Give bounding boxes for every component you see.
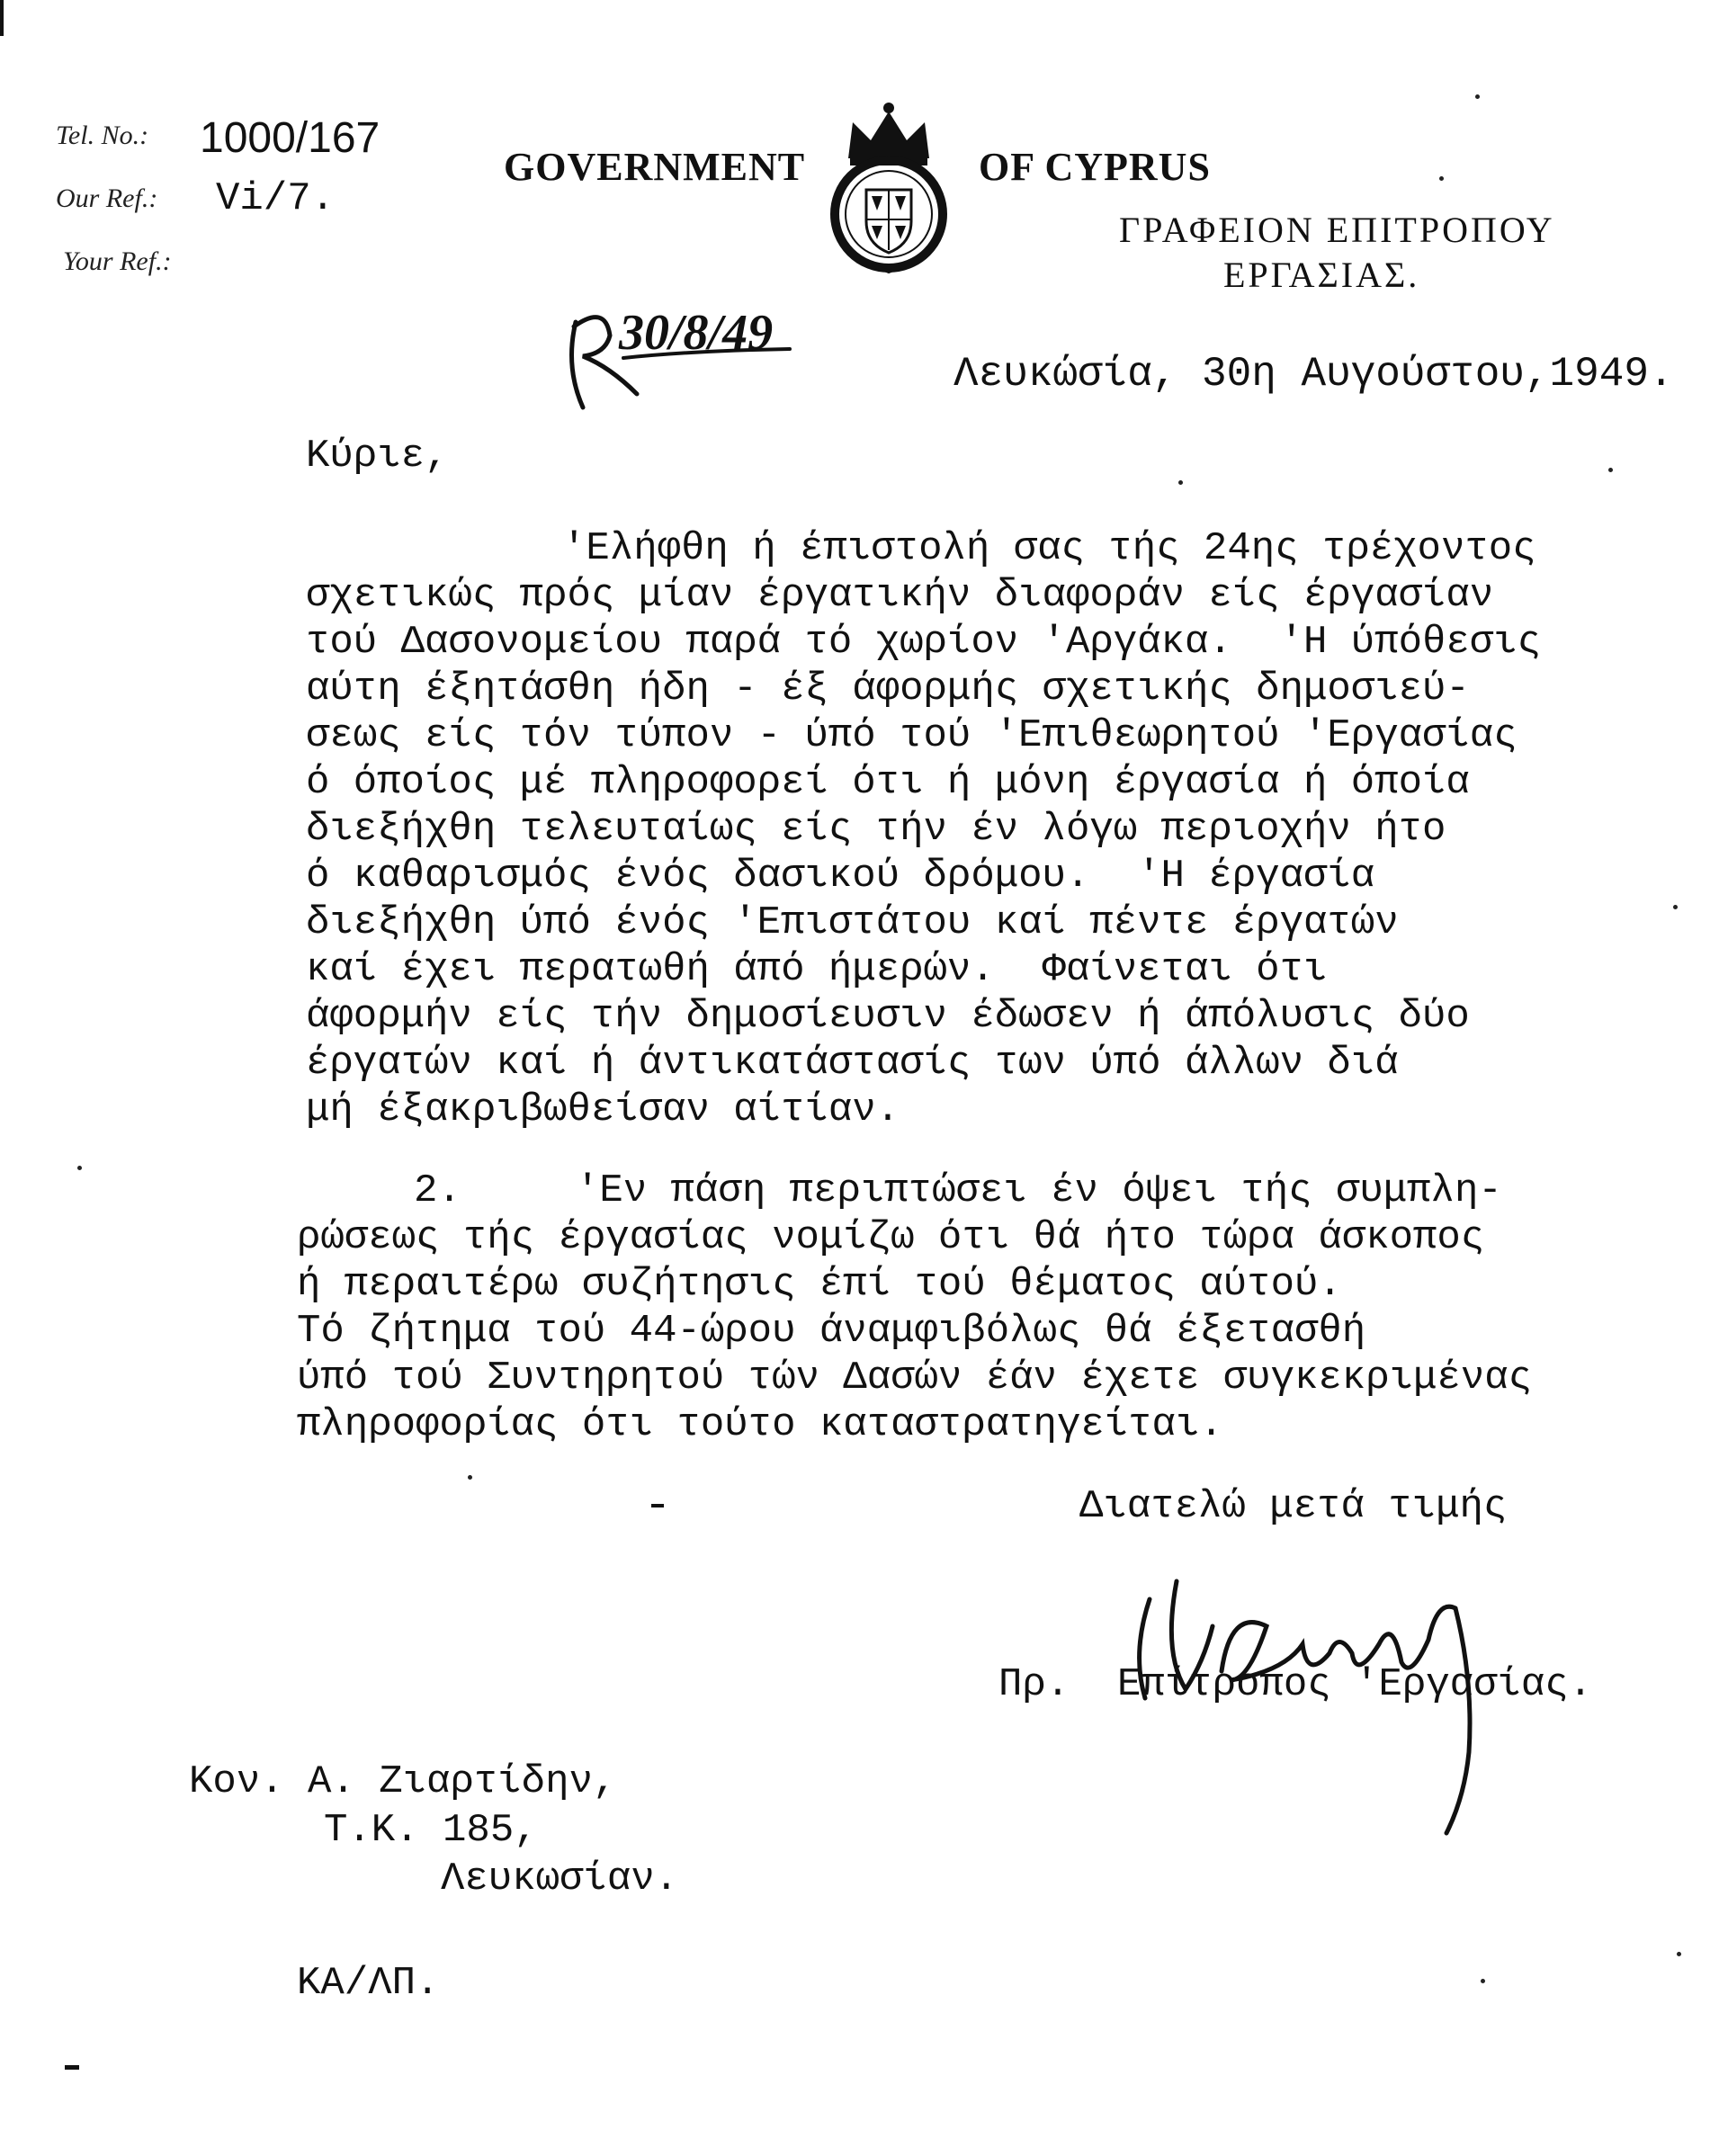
letterhead-of-cyprus: OF CYPRUS — [979, 145, 1211, 189]
paragraph1-line: αύτη έξητάσθη ήδη - έξ άφορμής σχετικής δημοσιεύ- — [306, 666, 1470, 711]
paragraph2-line: ρώσεως τής έργασίας νομίζω ότι θά ήτο τώρα άσκοπος — [297, 1215, 1485, 1260]
salutation: Κύριε, — [306, 434, 449, 479]
scan-speck — [1677, 1952, 1681, 1956]
tel-label: Tel. No.: — [56, 121, 149, 150]
signatory-title: Πρ. Επίτροπος 'Εργασίας. — [998, 1662, 1593, 1707]
letterhead-government: GOVERNMENT — [504, 145, 806, 189]
scan-speck — [1481, 1979, 1485, 1983]
paragraph1-line: σεως είς τόν τύπον - ύπό τού 'Επιθεωρητού 'Εργασίας — [306, 713, 1518, 758]
office-name-line1: ΓΡΑΦΕΙΟΝ ΕΠΙΤΡΟΠΟΥ — [1119, 210, 1555, 250]
paragraph2-number: 2. — [414, 1168, 461, 1213]
closing-phrase: Διατελώ μετά τιμής — [1079, 1484, 1508, 1529]
recipient-po-box: Τ.Κ. 185, — [324, 1808, 538, 1853]
paragraph1-line: ό όποίος μέ πληροφορεί ότι ή μόνη έργασία ή όποία — [306, 760, 1470, 805]
scan-speck — [1608, 468, 1613, 472]
paragraph2-line: Τό ζήτημα τού 44-ώρου άναμφιβόλως θά έξετασθή — [297, 1309, 1366, 1354]
scan-speck — [77, 1166, 82, 1170]
typist-initials: ΚΑ/ΛΠ. — [297, 1961, 440, 2006]
scan-edge-mark — [0, 0, 4, 36]
letter-date: Λευκώσία, 30η Αυγούστου,1949. — [954, 351, 1674, 398]
our-ref-label: Our Ref.: — [56, 183, 158, 213]
recipient-city: Λευκωσίαν. — [441, 1856, 679, 1901]
scan-dash — [651, 1504, 664, 1507]
svg-text:30/8/49: 30/8/49 — [619, 305, 774, 361]
scan-speck — [1475, 94, 1480, 99]
paragraph2-line: πληροφορίας ότι τούτο καταστρατηγείται. — [297, 1402, 1223, 1447]
paragraph2-line: ύπό τού Συντηρητού τών Δασών έάν έχετε συγκεκριμένας — [297, 1355, 1533, 1400]
your-ref-label: Your Ref.: — [63, 246, 172, 276]
paragraph1-line: άφορμήν είς τήν δημοσίευσιν έδωσεν ή άπόλυσις δύο — [306, 994, 1470, 1039]
paragraph1-line: καί έχει περατωθή άπό ήμερών. Φαίνεται ότι — [306, 947, 1328, 992]
paragraph1-line: διεξήχθη ύπό ένός 'Επιστάτου καί πέντε έργατών — [306, 900, 1399, 945]
scan-speck — [468, 1475, 472, 1480]
paragraph1-line: μή έξακριβωθείσαν αίτίαν. — [306, 1087, 900, 1132]
our-ref-value: Vi/7. — [216, 176, 336, 221]
paragraph1-line: έργατών καί ή άντικατάστασίς των ύπό άλλων διά — [306, 1041, 1399, 1086]
paragraph1-line: διεξήχθη τελευταίως είς τήν έν λόγω περιοχήν ήτο — [306, 807, 1446, 852]
scan-speck — [1673, 905, 1678, 909]
scan-speck — [1178, 480, 1183, 485]
tel-number: 1000/167 — [200, 114, 381, 162]
office-name-line2: ΕΡΓΑΣΙΑΣ. — [1223, 255, 1420, 295]
paragraph2-line: 'Εν πάση περιπτώσει έν όψει τής συμπλη- — [576, 1168, 1502, 1213]
scan-dash — [65, 2065, 79, 2070]
paragraph1-line: 'Ελήφθη ή έπιστολή σας τής 24ης τρέχοντος — [562, 526, 1536, 571]
recipient-name: Κον. Α. Ζιαρτίδην, — [189, 1759, 617, 1804]
paragraph1-line: τού Δασονομείου παρά τό χωρίον 'Αργάκα. 'Η ύπόθεσις — [306, 620, 1542, 665]
royal-crest-icon — [814, 79, 949, 259]
scan-speck — [1439, 176, 1444, 181]
paragraph1-line: ό καθαρισμός ένός δασικού δρόμου. 'Η έργασία — [306, 854, 1375, 899]
handwritten-date-annotation — [549, 270, 801, 405]
paragraph2-line: ή περαιτέρω συζήτησις έπί τού θέματος αύτού. — [297, 1262, 1342, 1307]
paragraph1-line: σχετικώς πρός μίαν έργατικήν διαφοράν είς έργασίαν — [306, 573, 1494, 618]
